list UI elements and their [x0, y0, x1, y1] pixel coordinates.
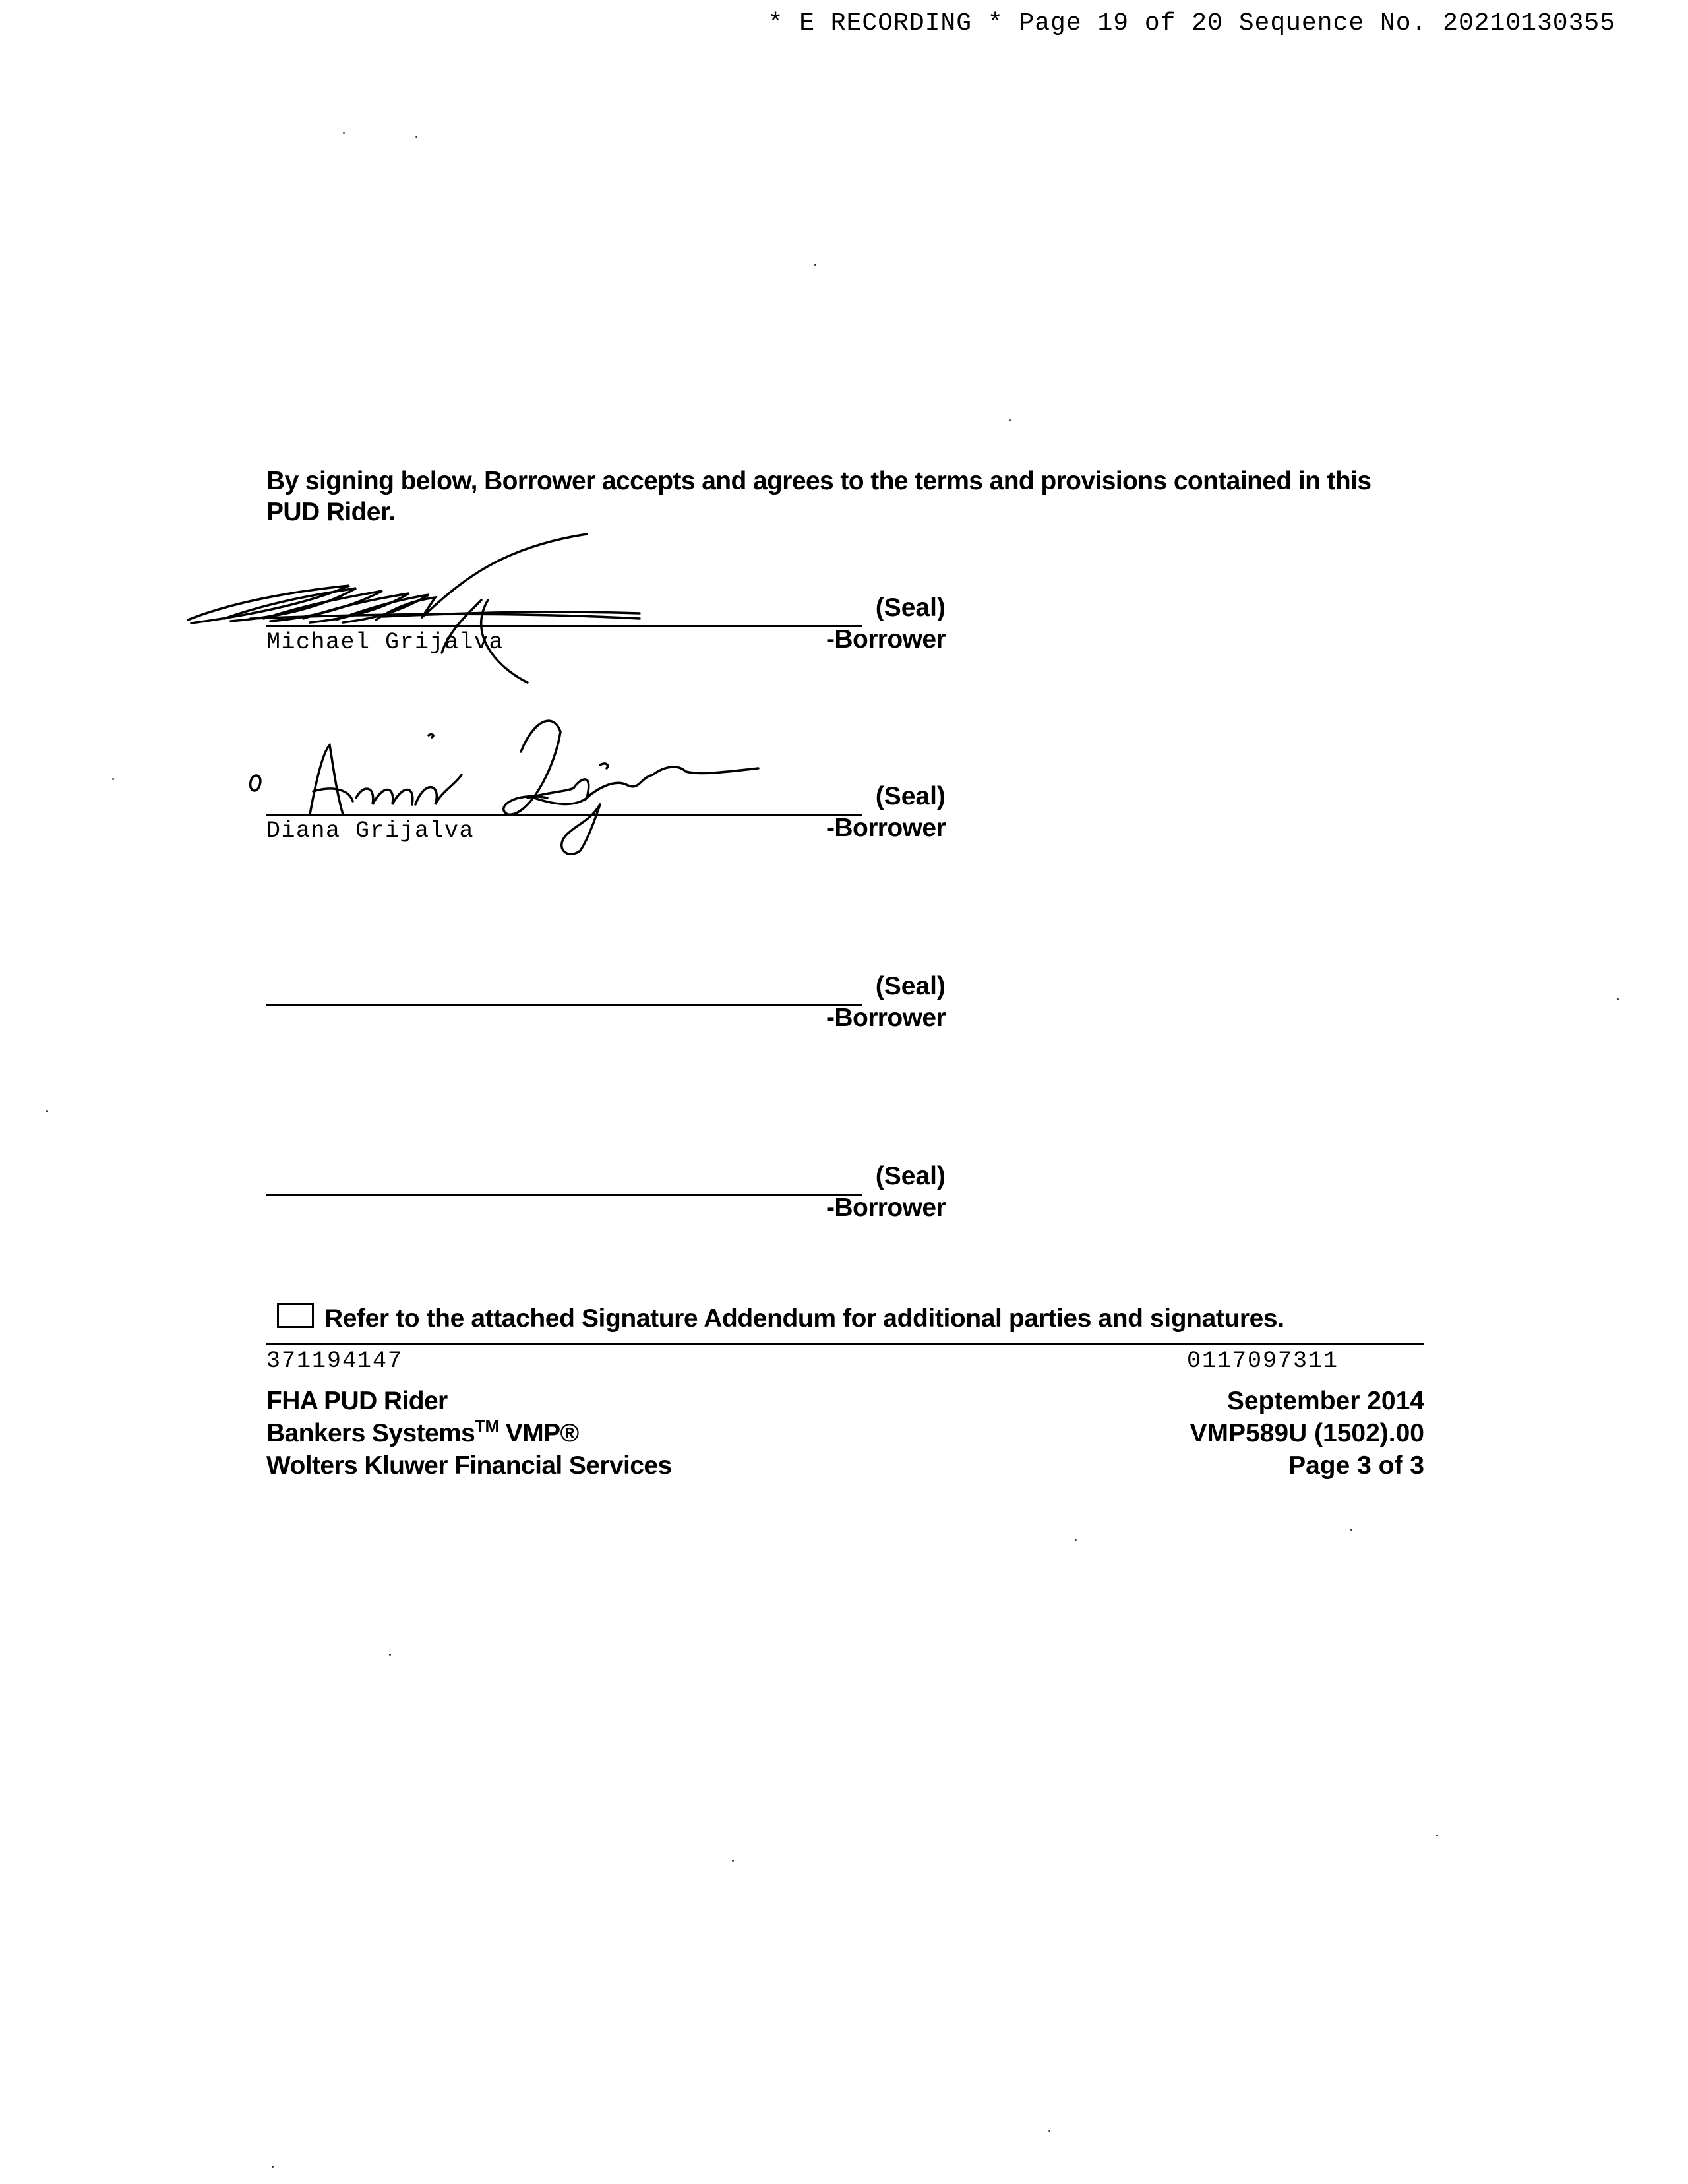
signature-block-3 [266, 972, 946, 1045]
footer-form-info [266, 1385, 672, 1482]
page-number: Page 3 of 3 [1288, 1451, 1424, 1480]
scan-speck [46, 1110, 48, 1112]
handwritten-signature-2 [244, 699, 771, 857]
signature-addendum-text: Refer to the attached Signature Addendum for additional parties and signatures. [324, 1304, 1284, 1333]
scan-speck [272, 2166, 274, 2168]
trademark-mark: TM [475, 1416, 499, 1436]
scan-speck [415, 136, 417, 138]
scan-speck [1048, 2130, 1050, 2132]
scan-speck [1009, 419, 1011, 421]
recording-header: * E RECORDING * Page 19 of 20 Sequence No. 20210130355 [768, 9, 1615, 38]
scan-speck [732, 1860, 734, 1862]
borrower-label: -Borrower [826, 625, 946, 653]
vendor-name: Bankers Systems [266, 1419, 475, 1447]
scan-speck [1617, 998, 1619, 1000]
signer-name: Diana Grijalva [266, 818, 475, 844]
form-name: FHA PUD Rider [266, 1387, 448, 1415]
scan-speck [1350, 1529, 1352, 1531]
handwritten-signature-1 [185, 534, 659, 686]
signer-name: Michael Grijalva [266, 629, 504, 655]
footer-divider [266, 1343, 1424, 1345]
form-date: September 2014 [1226, 1387, 1424, 1415]
scan-speck [343, 132, 345, 134]
signature-block-4 [266, 1162, 946, 1234]
loan-number-right: 0117097311 [1187, 1348, 1339, 1374]
signature-line [266, 1194, 862, 1196]
borrower-label: -Borrower [826, 814, 946, 842]
seal-label: (Seal) [875, 972, 946, 1000]
scan-speck [389, 1654, 391, 1656]
scan-speck [814, 264, 816, 266]
form-code: VMP589U (1502).00 [1190, 1419, 1424, 1447]
seal-label: (Seal) [875, 593, 946, 622]
seal-label: (Seal) [875, 782, 946, 810]
vendor-line [266, 1417, 672, 1449]
publisher-name: Wolters Kluwer Financial Services [266, 1451, 672, 1480]
borrower-label: -Borrower [826, 1004, 946, 1032]
scan-speck [1436, 1835, 1438, 1836]
signature-line [266, 1004, 862, 1006]
scan-speck [112, 778, 114, 780]
seal-label: (Seal) [875, 1162, 946, 1190]
vendor-product: VMP® [505, 1419, 579, 1447]
acceptance-statement: By signing below, Borrower accepts and agrees to the terms and provisions contained in this PUD Rider. [266, 467, 1372, 526]
signature-addendum-checkbox[interactable] [277, 1303, 314, 1328]
loan-number-left: 371194147 [266, 1348, 404, 1374]
footer-form-meta [1029, 1385, 1424, 1482]
borrower-label: -Borrower [826, 1194, 946, 1222]
scan-speck [1075, 1539, 1077, 1541]
